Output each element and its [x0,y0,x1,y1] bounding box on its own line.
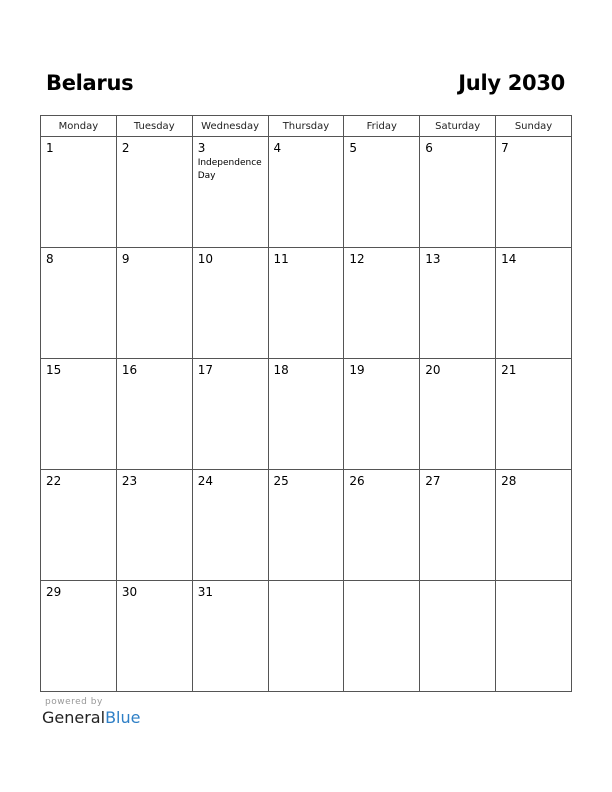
day-cell [192,359,268,470]
day-cell [420,248,496,359]
day-cell [192,248,268,359]
weekday-header: Friday [344,116,420,137]
day-number: 8 [46,252,54,266]
day-cell [268,248,344,359]
day-cell [496,581,572,692]
day-number: 4 [273,141,282,155]
week-row [41,248,572,359]
day-number: 23 [121,474,138,488]
day-number: 28 [501,474,517,488]
day-number: 20 [425,363,441,377]
day-cell [116,137,192,248]
day-cell [116,470,192,581]
day-cell [496,359,572,470]
day-number: 3 [197,141,206,155]
day-cell [41,581,117,692]
day-cell [420,137,496,248]
country-title: Belarus [46,71,134,95]
day-cell [116,581,192,692]
day-cell [268,470,344,581]
day-number: 21 [501,363,517,377]
day-number: 11 [273,252,289,266]
day-number: 6 [425,141,433,155]
day-number: 22 [46,474,62,488]
day-cell [344,137,420,248]
day-cell [41,248,117,359]
day-number: 19 [349,363,365,377]
holiday-label: Independence Day [197,158,262,181]
day-number: 29 [46,585,62,599]
weekday-header: Sunday [496,116,572,137]
day-number: 16 [121,363,138,377]
day-cell [420,581,496,692]
day-number [269,581,344,585]
day-number: 5 [349,141,358,155]
powered-by-text: powered by [45,697,103,707]
day-number: 12 [349,252,365,266]
day-cell [268,581,344,692]
day-number: 13 [425,252,441,266]
brand-name-part2: Blue [105,708,141,727]
month-title: July 2030 [458,71,565,95]
day-number [496,581,571,585]
weekday-header: Tuesday [116,116,192,137]
day-number: 30 [121,585,138,599]
day-number: 9 [121,252,130,266]
day-number: 2 [121,141,130,155]
day-cell [116,359,192,470]
week-row [41,581,572,692]
week-row [41,470,572,581]
week-row [41,359,572,470]
day-number: 17 [197,363,213,377]
day-cell [344,581,420,692]
day-cell [192,137,268,248]
day-number [344,581,419,585]
day-cell [41,470,117,581]
calendar-grid [40,115,572,692]
day-number: 25 [273,474,289,488]
weekday-header: Monday [41,116,117,137]
day-cell [496,248,572,359]
day-cell [268,137,344,248]
day-cell [116,248,192,359]
day-cell [192,470,268,581]
day-number: 27 [425,474,441,488]
week-row [41,137,572,248]
day-cell [344,248,420,359]
day-cell [41,137,117,248]
day-number: 18 [273,363,289,377]
day-number: 1 [46,141,54,155]
day-number: 31 [197,585,213,599]
day-cell [268,359,344,470]
day-number: 26 [349,474,365,488]
weekday-header: Wednesday [192,116,268,137]
day-number: 14 [501,252,517,266]
day-cell [41,359,117,470]
day-cell [420,470,496,581]
weekday-header: Thursday [268,116,344,137]
day-cell [496,137,572,248]
day-number: 7 [501,141,509,155]
day-cell [192,581,268,692]
day-number: 15 [46,363,62,377]
brand-name-part1: General [42,708,106,727]
day-cell [344,359,420,470]
weekday-header-row [41,116,572,137]
day-number [420,581,495,585]
day-number: 10 [197,252,213,266]
day-number: 24 [197,474,213,488]
weekday-header: Saturday [420,116,496,137]
brand-logo [42,708,140,727]
day-cell [344,470,420,581]
day-cell [420,359,496,470]
day-cell [496,470,572,581]
